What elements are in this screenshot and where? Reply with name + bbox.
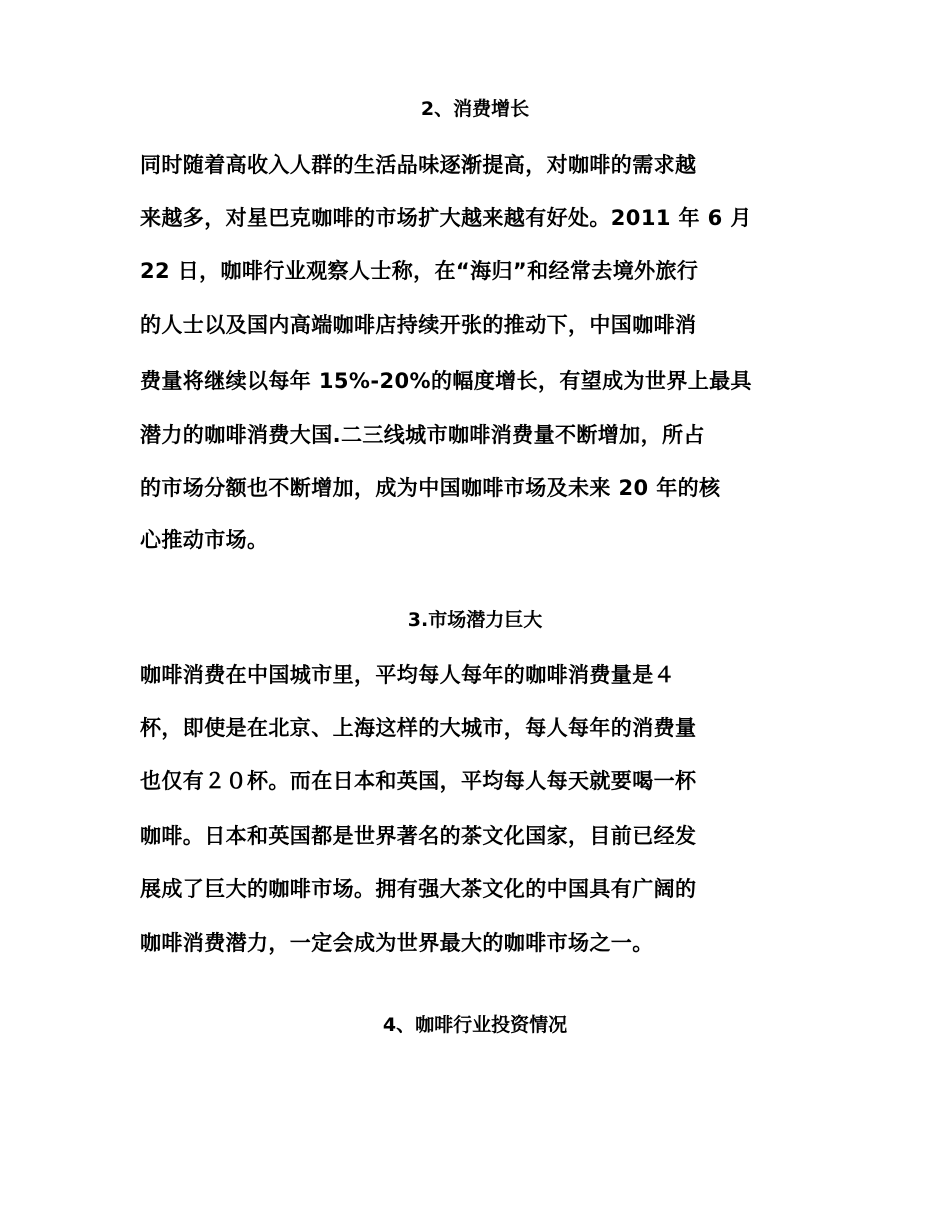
section-heading-market-potential: 3.市场潜力巨大 (407, 609, 543, 631)
paragraph-line: 咖啡。日本和英国都是世界著名的茶文化国家，目前已经发 (140, 824, 697, 848)
paragraph-line: 咖啡消费在中国城市里，平均每人每年的咖啡消费量是４ (140, 663, 675, 687)
paragraph-line: 心推动市场。 (140, 528, 269, 552)
section-heading-investment: 4、咖啡行业投资情况 (382, 1014, 568, 1036)
paragraph-line: 费量将继续以每年 15%-20%的幅度增长，有望成为世界上最具 (140, 369, 752, 393)
paragraph-line: 的市场分额也不断增加，成为中国咖啡市场及未来 20 年的核 (140, 476, 721, 500)
paragraph-line: 来越多，对星巴克咖啡的市场扩大越来越有好处。2011 年 6 月 (140, 206, 752, 230)
section-heading-consumption-growth: 2、消费增长 (420, 98, 530, 120)
paragraph-line: 的人士以及国内高端咖啡店持续开张的推动下，中国咖啡消 (140, 313, 697, 337)
paragraph-line: 潜力的咖啡消费大国.二三线城市咖啡消费量不断增加，所占 (140, 423, 705, 447)
paragraph-line: 展成了巨大的咖啡市场。拥有强大茶文化的中国具有广阔的 (140, 877, 697, 901)
paragraph-line: 22 日，咖啡行业观察人士称，在“海归”和经常去境外旅行 (140, 259, 699, 283)
paragraph-line: 也仅有２０杯。而在日本和英国，平均每人每天就要喝一杯 (140, 769, 697, 793)
paragraph-line: 杯，即使是在北京、上海这样的大城市，每人每年的消费量 (140, 716, 697, 740)
paragraph-line: 同时随着高收入人群的生活品味逐渐提高，对咖啡的需求越 (140, 153, 697, 177)
paragraph-line: 咖啡消费潜力，一定会成为世界最大的咖啡市场之一。 (140, 931, 654, 955)
